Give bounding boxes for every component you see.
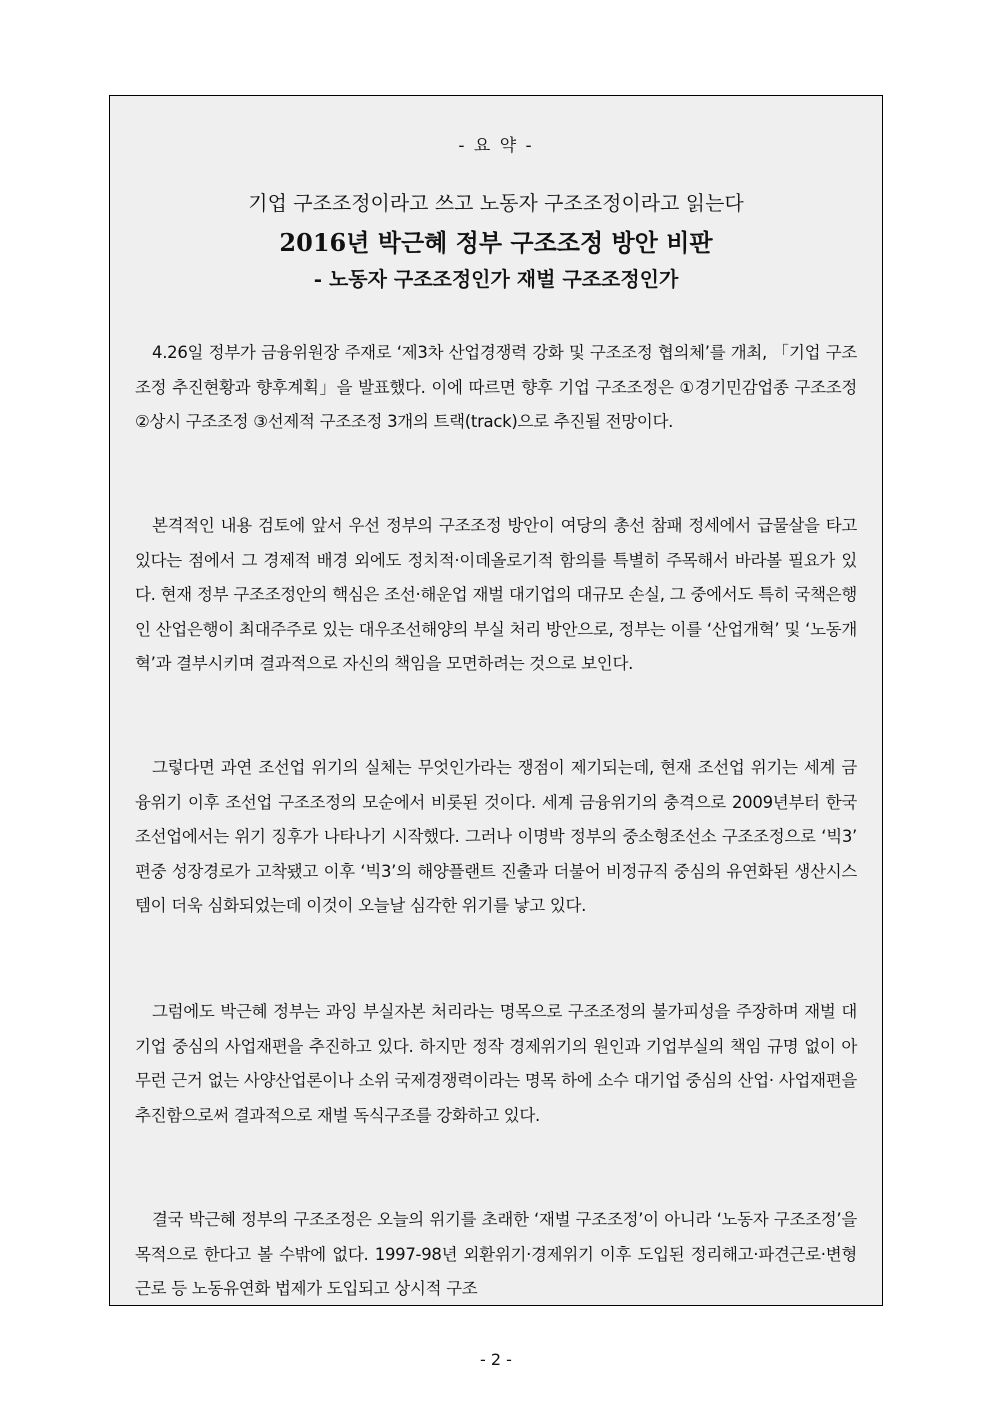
paragraph-1: 4.26일 정부가 금융위원장 주재로 ‘제3차 산업경쟁력 강화 및 구조조정 협의체’를 개최, 「기업 구조조정 추진현황과 향후계획」을 발표했다. 이에 따르면 향후 기업 구조조정은 ①경기민감업종 구조조정 ②상시 구조조정 ③선제적 구조조정 3개의 트랙(track)으로 추진될 전망이다. — [135, 343, 857, 432]
page-number: - 2 - — [480, 1350, 512, 1369]
paragraph-2: 본격적인 내용 검토에 앞서 우선 정부의 구조조정 방안이 여당의 총선 참패 정세에서 급물살을 타고 있다는 점에서 그 경제적 배경 외에도 정치적·이데올로기적 함의를 특별히 주목해서 바라볼 필요가 있다. 현재 정부 구조조정안의 핵심은 조선·해운업 재벌 대기업의 대규모 손실, 그 중에서도 특히 국책은행인 산업은행이 최대주주로 있는 대우조선해양의 부실 처리 방안으로, 정부는 이를 ‘산업개혁’ 및 ‘노동개혁’과 결부시키며 결과적으로 자신의 책임을 모면하려는 것으로 보인다. — [135, 516, 857, 674]
subtitle: - 노동자 구조조정인가 재벌 구조조정인가 — [313, 267, 679, 291]
main-title: 2016년 박근혜 정부 구조조정 방안 비판 — [279, 228, 713, 257]
title-line1: 기업 구조조정이라고 쓰고 노동자 구조조정이라고 읽는다 — [248, 191, 744, 215]
paragraph-5: 결국 박근혜 정부의 구조조정은 오늘의 위기를 초래한 ‘재벌 구조조정’이 아니라 ‘노동자 구조조정’을 목적으로 한다고 볼 수밖에 없다. 1997-98년 외환위기·경제위기 이후 도입된 정리해고·파견근로·변형근로 등 노동유연화 법제가 도입되고 상시적 구조 — [135, 1210, 857, 1299]
summary-label: - 요 약 - — [458, 136, 534, 156]
paragraph-3: 그렇다면 과연 조선업 위기의 실체는 무엇인가라는 쟁점이 제기되는데, 현재 조선업 위기는 세계 금융위기 이후 조선업 구조조정의 모순에서 비롯된 것이다. 세계 금융위기의 충격으로 2009년부터 한국 조선업에서는 위기 징후가 나타나기 시작했다. 그러나 이명박 정부의 중소형조선소 구조조정으로 ‘빅3’ 편중 성장경로가 고착됐고 이후 ‘빅3’의 해양플랜트 진출과 더불어 비정규직 중심의 유연화된 생산시스템이 더욱 심화되었는데 이것이 오늘날 심각한 위기를 낳고 있다. — [135, 758, 857, 916]
paragraph-4: 그럼에도 박근혜 정부는 과잉 부실자본 처리라는 명목으로 구조조정의 불가피성을 주장하며 재벌 대기업 중심의 사업재편을 추진하고 있다. 하지만 정작 경제위기의 원인과 기업부실의 책임 규명 없이 아무런 근거 없는 사양산업론이나 소위 국제경쟁력이라는 명목 하에 소수 대기업 중심의 산업· 사업재편을 추진함으로써 결과적으로 재벌 독식구조를 강화하고 있다. — [135, 1002, 857, 1125]
